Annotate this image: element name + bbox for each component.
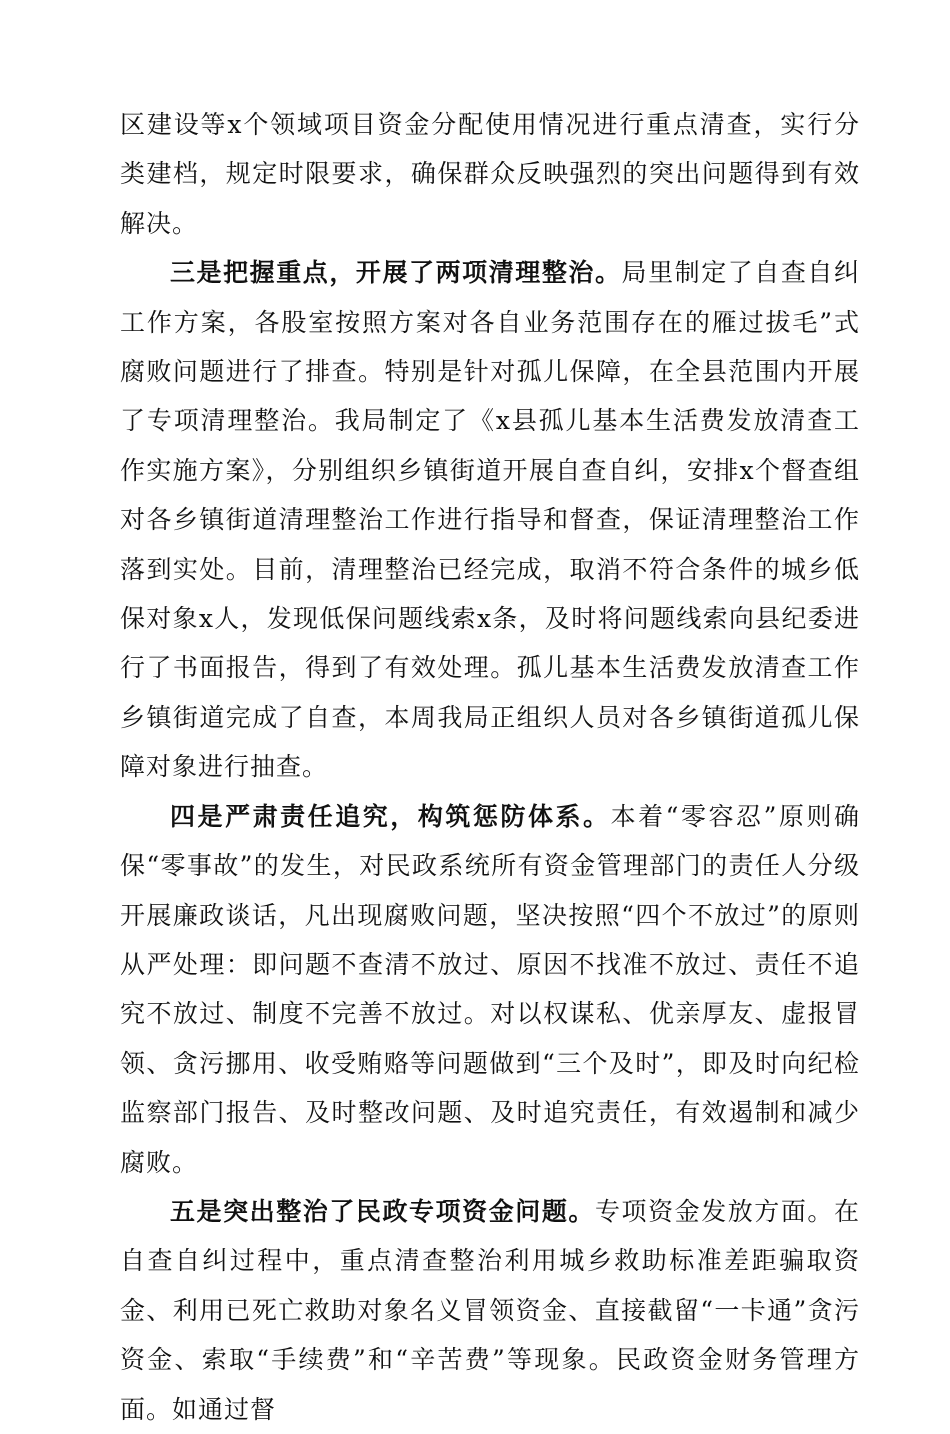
- paragraph-section-four: [120, 792, 860, 1187]
- paragraph-text: 本着“零容忍”原则确保“零事故”的发生，对民政系统所有资金管理部门的责任人分级开展廉政谈话，凡出现腐败问题，坚决按照“四个不放过”的原则从严处理：即问题不查清不放过、原因不找准不放过、责任不追究不放过、制度不完善不放过。对以权谋私、优亲厚友、虚报冒领、贪污挪用、收受贿赂等问题做到“三个及时”，即及时向纪检监察部门报告、及时整改问题、及时追究责任，有效遏制和减少腐败。: [120, 801, 860, 1177]
- paragraph-text: 专项资金发放方面。在自查自纠过程中，重点清查整治利用城乡救助标准差距骗取资金、利用已死亡救助对象名义冒领资金、直接截留“一卡通”贪污资金、索取“手续费”和“辛苦费”等现象。民政资金财务管理方面。如通过督: [120, 1196, 860, 1424]
- paragraph-text: 局里制定了自查自纠工作方案，各股室按照方案对各自业务范围存在的雁过拔毛”式腐败问题进行了排查。特别是针对孤儿保障，在全县范围内开展了专项清理整治。我局制定了《x县孤儿基本生活费发放清查工作实施方案》，分别组织乡镇街道开展自查自纠，安排x个督查组对各乡镇街道清理整治工作进行指导和督查，保证清理整治工作落到实处。目前，清理整治已经完成，取消不符合条件的城乡低保对象x人，发现低保问题线索x条，及时将问题线索向县纪委进行了书面报告，得到了有效处理。孤儿基本生活费发放清查工作乡镇街道完成了自查，本周我局正组织人员对各乡镇街道孤儿保障对象进行抽查。: [120, 258, 860, 782]
- section-heading: 四是严肃责任追究，构筑惩防体系。: [170, 801, 611, 831]
- paragraph-text: 区建设等x个领域项目资金分配使用情况进行重点清查，实行分类建档，规定时限要求，确保群众反映强烈的突出问题得到有效解决。: [120, 110, 860, 238]
- section-heading: 三是把握重点，开展了两项清理整治。: [170, 258, 622, 288]
- paragraph-section-five: [120, 1187, 860, 1434]
- section-heading: 五是突出整治了民政专项资金问题。: [170, 1196, 595, 1226]
- paragraph-continuation: [120, 100, 860, 248]
- paragraph-section-three: [120, 248, 860, 791]
- document-body: [120, 100, 860, 1434]
